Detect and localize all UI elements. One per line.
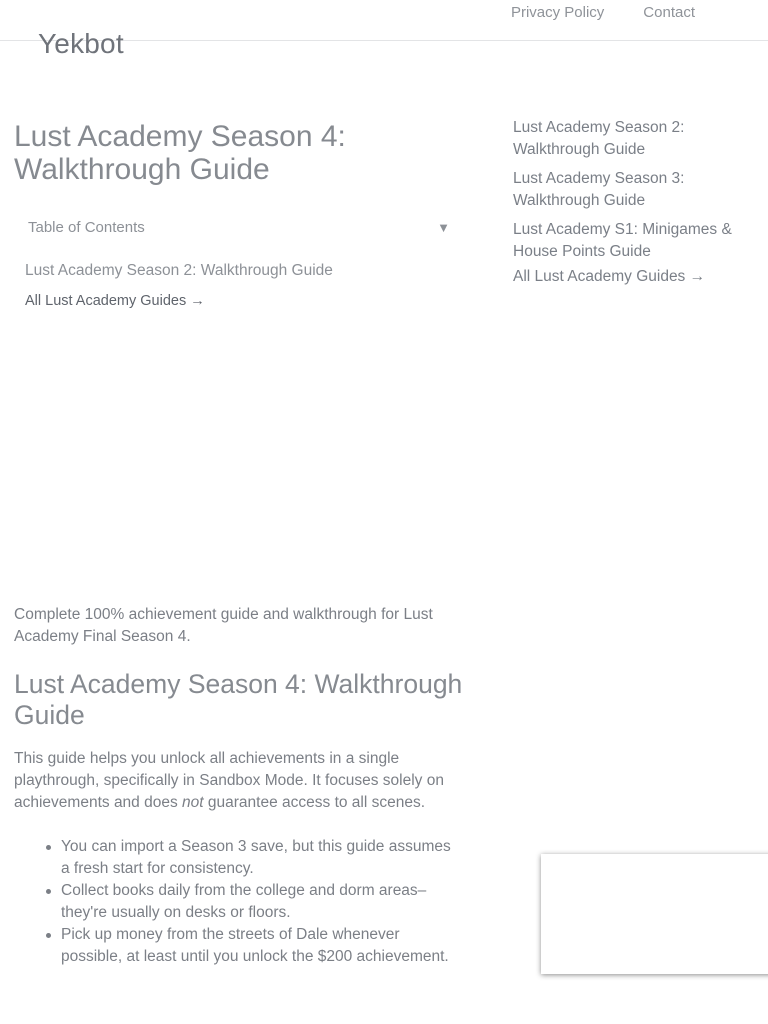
top-nav [511,4,695,21]
related-guides [14,261,474,311]
nav-contact[interactable]: Contact [643,4,695,21]
section-heading: Lust Academy Season 4: Walkthrough Guide [14,669,463,730]
sidebar-item-s1-minigames[interactable]: Lust Academy S1: Minigames & House Points Guide [513,221,732,260]
table-of-contents[interactable] [14,210,474,246]
list-item: Collect books daily from the college and dorm areas–they're usually on desks or floors. [14,880,454,924]
list-item: You can import a Season 3 save, but this guide assumes a fresh start for consistency. [14,836,454,880]
body-text-after: guarantee access to all scenes. [203,794,426,811]
all-guides-link[interactable]: All Lust Academy Guides → [25,293,205,309]
article-main [14,120,474,311]
sidebar-item-season-2[interactable]: Lust Academy Season 2: Walkthrough Guide [513,119,685,158]
site-header [0,0,768,59]
body-text-before: This guide helps you unlock all achievements in a single playthrough, specifically in Sandbox Mode. It focuses solely on achievements and does [14,750,444,811]
page-title: Lust Academy Season 4: Walkthrough Guide [14,120,346,186]
body-emphasis: not [182,794,204,811]
ad-placeholder [541,854,768,974]
tips-list [14,836,454,968]
body-paragraph [14,748,474,814]
site-logo[interactable]: Yekbot [38,28,124,59]
chevron-down-icon[interactable]: ▼ [437,220,450,235]
nav-privacy-policy[interactable]: Privacy Policy [510,4,605,21]
intro-paragraph: Complete 100% achievement guide and walkthrough for Lust Academy Final Season 4. [14,606,433,645]
sidebar [513,117,758,288]
sidebar-all-guides-link[interactable]: All Lust Academy Guides → [513,268,706,285]
list-item: Pick up money from the streets of Dale whenever possible, at least until you unlock the $200 achievement. [14,924,454,968]
toc-label: Table of Contents [28,219,145,236]
related-guide-link[interactable]: Lust Academy Season 2: Walkthrough Guide [25,262,333,279]
sidebar-item-season-3[interactable]: Lust Academy Season 3: Walkthrough Guide [513,170,685,209]
